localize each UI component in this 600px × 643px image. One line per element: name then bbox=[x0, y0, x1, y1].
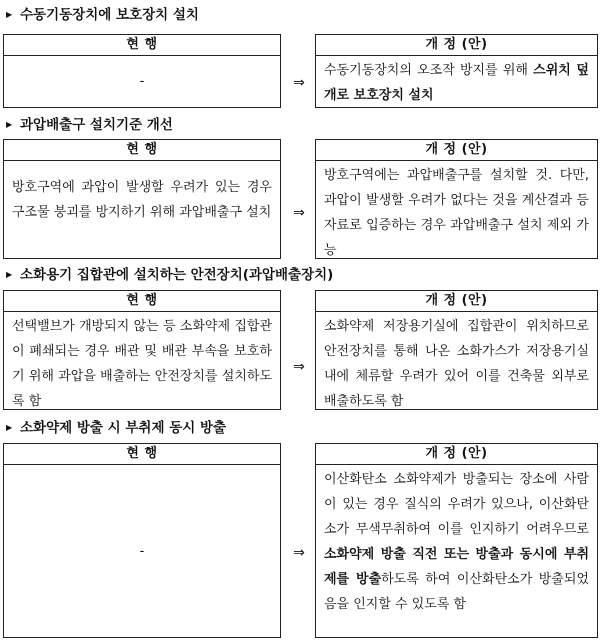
current-text: 방호구역에 과압이 발생할 우려가 있는 경우 구조물 붕괴를 방지하기 위해 과압배출구 설치 bbox=[12, 180, 272, 220]
proposed-header: 개 정 (안) bbox=[316, 140, 597, 161]
proposed-text: 방호구역에는 과압배출구를 설치할 것. 다만, 과압이 발생할 우려가 없다는 것을 계산결과 등 자료로 입증하는 경우 과압배출구 설치 제외 가능 bbox=[324, 168, 589, 258]
proposed-text: 소화약제 저장용기실에 집합관이 위치하므로 안전장치를 통해 나온 소화가스가 저장용기실 내에 체류할 우려가 있어 이를 건축물 외부로 배출하도록 함 bbox=[324, 319, 589, 409]
current-header: 현 행 bbox=[4, 291, 280, 312]
arrow-icon: ⇒ bbox=[293, 359, 305, 375]
triangle-bullet-icon: ▶ bbox=[6, 10, 13, 19]
arrow-icon: ⇒ bbox=[293, 545, 305, 561]
current-header: 현 행 bbox=[4, 35, 280, 56]
section-title bbox=[6, 265, 333, 285]
proposed-text-bold: 스위치 덮개로 보호장치 설치 bbox=[324, 63, 589, 103]
current-text: - bbox=[139, 74, 145, 89]
proposed-box bbox=[315, 290, 598, 410]
proposed-text-plain: 이산화탄소 소화약제가 방출되는 장소에 사람이 있는 경우 질식의 우려가 있으나, 이산화탄소가 무색무취하여 이를 인지하기 어려우므로 bbox=[324, 472, 589, 537]
proposed-text-bold: 소화약제 방출 직전 또는 방출과 동시에 부취제를 방출 bbox=[324, 547, 589, 587]
proposed-header: 개 정 (안) bbox=[316, 444, 597, 465]
proposed-box bbox=[315, 443, 598, 638]
current-text: 선택밸브가 개방되지 않는 등 소화약제 집합관이 폐쇄되는 경우 배관 및 배관 부속을 보호하기 위해 과압을 배출하는 안전장치를 설치하도록 함 bbox=[12, 319, 272, 409]
proposed-text-plain-2: 하도록 하여 이산화탄소가 방출되었음을 인지할 수 있도록 함 bbox=[324, 572, 589, 612]
current-text: - bbox=[139, 543, 145, 559]
arrow-icon: ⇒ bbox=[293, 75, 305, 91]
triangle-bullet-icon: ▶ bbox=[6, 423, 13, 432]
proposed-text-plain: 수동기동장치의 오조작 방지를 위해 bbox=[324, 63, 528, 78]
current-box bbox=[3, 443, 281, 638]
proposed-header: 개 정 (안) bbox=[316, 291, 597, 312]
section-title bbox=[6, 115, 173, 135]
section-title bbox=[6, 5, 199, 25]
section-title-text: 소화약제 방출 시 부취제 동시 방출 bbox=[20, 420, 227, 436]
current-box bbox=[3, 290, 281, 410]
current-header: 현 행 bbox=[4, 140, 280, 161]
triangle-bullet-icon: ▶ bbox=[6, 120, 13, 129]
proposed-box bbox=[315, 34, 598, 108]
current-box bbox=[3, 139, 281, 259]
section-title-text: 소화용기 집합관에 설치하는 안전장치(과압배출장치) bbox=[20, 267, 334, 283]
triangle-bullet-icon: ▶ bbox=[6, 270, 13, 279]
section-title-text: 과압배출구 설치기준 개선 bbox=[20, 117, 173, 133]
current-header: 현 행 bbox=[4, 444, 280, 465]
current-box bbox=[3, 34, 281, 108]
section-title-text: 수동기동장치에 보호장치 설치 bbox=[20, 7, 199, 23]
proposed-header: 개 정 (안) bbox=[316, 35, 597, 56]
proposed-text bbox=[316, 465, 597, 637]
proposed-box bbox=[315, 139, 598, 259]
arrow-icon: ⇒ bbox=[293, 205, 305, 221]
proposed-text bbox=[316, 56, 597, 107]
section-title bbox=[6, 418, 226, 438]
